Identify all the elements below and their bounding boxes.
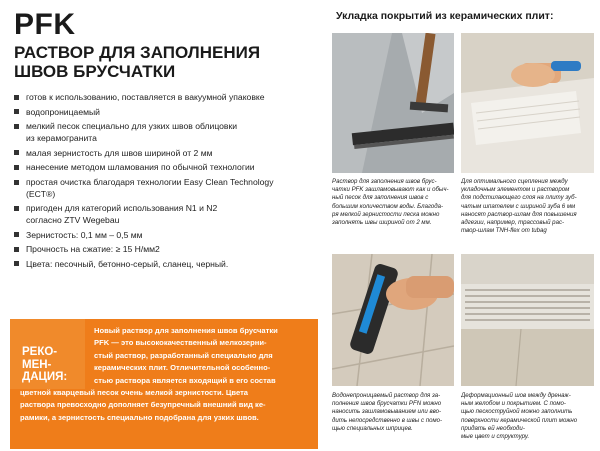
feature-item: Прочность на сжатие: ≥ 15 Н/мм2 [14,244,314,256]
feature-item: пригоден для категорий использования N1 и N2 согласно ZTV Wegebau [14,203,314,226]
recommendation-text-continued: цветной кварцевый песок очень мелкой зернистости. Цвета раствора превосходно дополняет безупречный внешний вид ке- рамики, а зернистость специально подобрана для узких швов. [20,388,266,422]
bullet-square-icon [14,150,19,155]
bullet-square-icon [14,247,19,252]
bullet-square-icon [14,109,19,114]
recommendation-badge: РЕКО- МЕН- ДАЦИЯ: [22,346,68,383]
photo-notched-trowel-illustration [461,33,594,173]
subtitle-line-2: ШВОВ БРУСЧАТКИ [14,62,176,81]
photo-drainage-joint-illustration [461,254,594,386]
section-title: Укладка покрытий из керамических плит: [336,10,554,22]
caption-drainage: Деформационный шов между дренаж- ным желобом и покрытием. С помо- щью пескоструйной можно заполнить поверхности керамической плит можно придать ей необходи- мые цвет и структуру. [461,392,578,441]
photo-slurry-trowel [332,33,454,173]
feature-item: простая очистка благодаря технологии Easy Clean Technology (ECT®) [14,177,314,200]
bullet-square-icon [14,124,19,129]
recommendation-box [10,319,318,449]
caption-grout-gun: Водонепроницаемый раствор для за- полнения швов брусчатки PFN можно наносить зашламовыванием или вво- дить непосредственно в швы с помо- щью специальных шприцев. [332,392,443,432]
bullet-square-icon [14,206,19,211]
feature-item: Цвета: песочный, бетонно-серый, сланец, черный. [14,259,314,271]
feature-item: нанесение методом шламования по обычной технологии [14,162,314,174]
recommendation-text: Новый раствор для заполнения швов брусчатки PFK — это высококачественный мелкозерни- стый раствор, разработанный специально для керамических плит. Отличительной особенно- стью раствора является входящий в его состав [94,326,278,385]
caption-slurry: Раствор для заполнения швов брус- чатки PFK зашламовывают как и обыч- ный песок для заполнения швов с большим количеством воды. Благода- ря мелкой зернистости песка можно заполнять швы шириной от 2 мм. [332,178,449,227]
photo-notched-trowel [461,33,594,173]
photo-grout-gun-illustration [332,254,454,386]
product-header [14,8,314,81]
feature-item: Зернистость: 0,1 мм – 0,5 мм [14,230,314,242]
bullet-square-icon [14,95,19,100]
photo-drainage-joint [461,254,594,386]
bullet-square-icon [14,180,19,185]
photo-grout-gun [332,254,454,386]
feature-item: малая зернистость для швов шириной от 2 мм [14,148,314,160]
product-subtitle [14,43,314,81]
feature-item: мелкий песок специально для узких швов облицовки из керамогранита [14,121,314,144]
subtitle-line-1: РАСТВОР ДЛЯ ЗАПОЛНЕНИЯ [14,43,261,62]
photo-slurry-trowel-illustration [332,33,454,173]
feature-item: водопроницаемый [14,107,314,119]
bullet-square-icon [14,261,19,266]
bullet-square-icon [14,165,19,170]
feature-list [14,92,314,274]
brand-title: PFK [14,8,76,41]
feature-item: готов к использованию, поставляется в вакуумной упаковке [14,92,314,104]
caption-adhesion: Для оптимального сцепления между укладочным элементом и раствором для подстилающего слоя на плиту зуб- чатым шпателем с шириной зуба 6 мм наносят раствор-шлам для повышения адгезии, например, трассовый рас- твор-шлам TNH-flex от tubag [461,178,577,235]
bullet-square-icon [14,232,19,237]
